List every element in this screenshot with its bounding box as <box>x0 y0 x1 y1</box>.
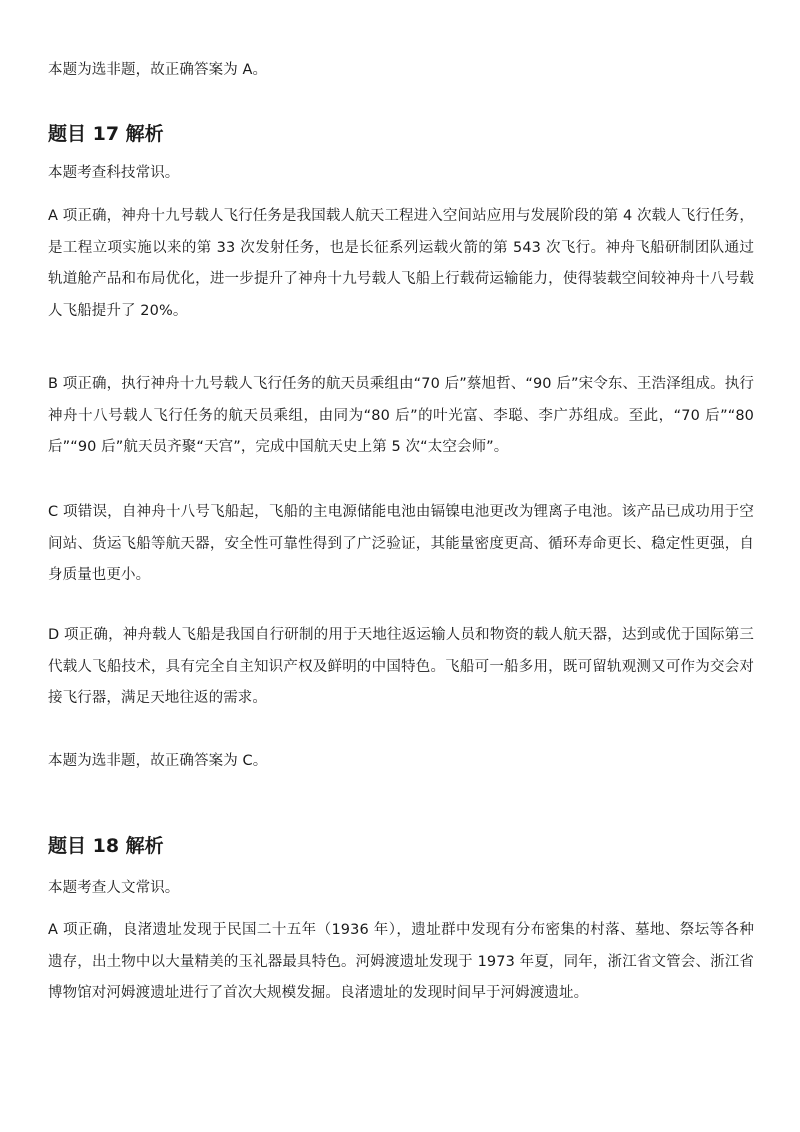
question-17-option-c: C 项错误，自神舟十八号飞船起，飞船的主电源储能电池由镉镍电池更改为锂离子电池。该产品已成功用于空间站、货运飞船等航天器，安全性可靠性得到了广泛验证，其能量密度更高、循环寿命更长、稳定性更强，自身质量也更小。 <box>48 504 754 583</box>
question-17-option-a: A 项正确，神舟十九号载人飞行任务是我国载人航天工程进入空间站应用与发展阶段的第 4 次载人飞行任务，是工程立项实施以来的第 33 次发射任务，也是长征系列运载火箭的第 543 次飞行。神舟飞船研制团队通过轨道舱产品和布局优化，进一步提升了神舟十九号载人飞船上行载荷运输能力，使得装载空间较神舟十八号载人飞船提升了 20%。 <box>48 208 754 319</box>
question-17-conclusion: 本题为选非题，故正确答案为 C。 <box>48 753 268 769</box>
question-17-topic: 本题考查科技常识。 <box>48 165 180 181</box>
question-18-topic: 本题考查人文常识。 <box>48 880 180 896</box>
question-18-heading: 题目 18 解析 <box>48 835 164 857</box>
question-17-option-d: D 项正确，神舟载人飞船是我国自行研制的用于天地往返运输人员和物资的载人航天器，达到或优于国际第三代载人飞船技术，具有完全自主知识产权及鲜明的中国特色。飞船可一船多用，既可留轨观测又可作为交会对接飞行器，满足天地往返的需求。 <box>48 627 754 706</box>
question-17-heading: 题目 17 解析 <box>48 123 164 145</box>
question-17-option-b: B 项正确，执行神舟十九号载人飞行任务的航天员乘组由“70 后”蔡旭哲、“90 后”宋令东、王浩泽组成。执行神舟十八号载人飞行任务的航天员乘组，由同为“80 后”的叶光富、李聪、李广苏组成。至此，“70 后”“80 后”“90 后”航天员齐聚“天宫”，完成中国航天史上第 5 次“太空会师”。 <box>48 376 754 455</box>
question-18-option-a: A 项正确，良渚遗址发现于民国二十五年（1936 年），遗址群中发现有分布密集的村落、墓地、祭坛等各种遗存，出土物中以大量精美的玉礼器最具特色。河姆渡遗址发现于 1973 年夏，同年，浙江省文管会、浙江省博物馆对河姆渡遗址进行了首次大规模发掘。良渚遗址的发现时间早于河姆渡遗址。 <box>48 922 754 1001</box>
previous-question-conclusion: 本题为选非题，故正确答案为 A。 <box>48 62 268 78</box>
